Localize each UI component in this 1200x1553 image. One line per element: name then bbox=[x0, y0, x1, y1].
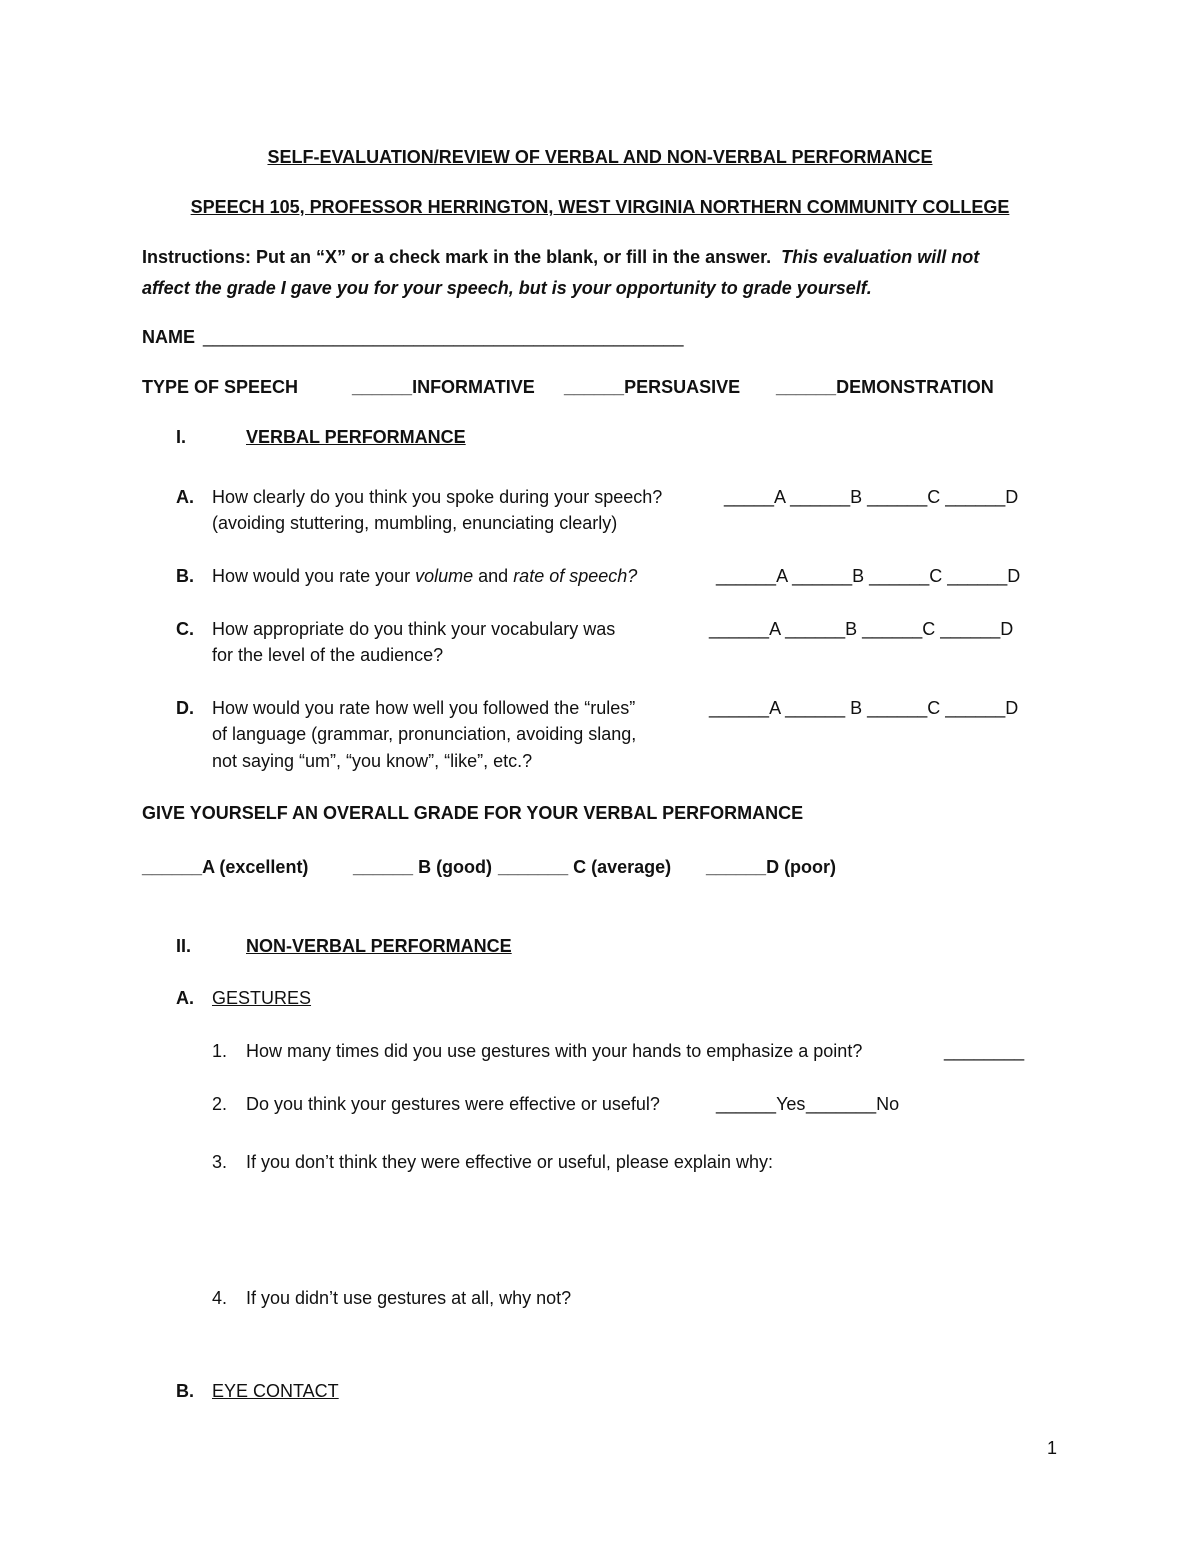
eye-contact-letter: B. bbox=[176, 1381, 194, 1401]
section-2-numeral: II. bbox=[176, 936, 192, 956]
question-d-letter: D. bbox=[176, 698, 194, 718]
section-2-title: NON-VERBAL PERFORMANCE bbox=[246, 936, 512, 956]
gesture-count-field[interactable]: ________ bbox=[944, 1041, 1025, 1061]
overall-grade-c[interactable]: _______ C (average) bbox=[498, 857, 672, 877]
page-title: SELF-EVALUATION/REVIEW OF VERBAL AND NON-VERBAL PERFORMANCE bbox=[267, 147, 933, 167]
name-field[interactable]: ________________________________________________ bbox=[203, 327, 684, 347]
question-c-text-2: for the level of the audience? bbox=[212, 645, 444, 665]
overall-grade-b[interactable]: ______ B (good) bbox=[353, 857, 493, 877]
question-b-text-mid: and bbox=[473, 566, 514, 586]
instructions-bold: Instructions: Put an “X” or a check mark in the blank, or fill in the answer. bbox=[142, 247, 772, 267]
question-b-text-volume: volume bbox=[415, 566, 474, 586]
overall-grade-a[interactable]: ______A (excellent) bbox=[142, 857, 309, 877]
question-d-text-3: not saying “um”, “you know”, “like”, etc.? bbox=[212, 751, 533, 771]
instructions-italic-1: This evaluation will not bbox=[781, 247, 980, 267]
speech-type-label: TYPE OF SPEECH bbox=[142, 377, 299, 397]
speech-type-persuasive[interactable]: ______PERSUASIVE bbox=[564, 377, 741, 397]
gesture-item-3-text: If you don’t think they were effective or useful, please explain why: bbox=[246, 1152, 773, 1172]
section-1-title: VERBAL PERFORMANCE bbox=[246, 427, 466, 447]
question-c-options[interactable]: ______A ______B ______C ______D bbox=[709, 619, 1014, 639]
gesture-item-3-num: 3. bbox=[212, 1152, 228, 1172]
overall-grade-d[interactable]: ______D (poor) bbox=[706, 857, 837, 877]
instructions-italic-2: affect the grade I gave you for your speech, but is your opportunity to grade yourself. bbox=[142, 278, 872, 298]
question-a-letter: A. bbox=[176, 487, 194, 507]
question-a-text-2: (avoiding stuttering, mumbling, enunciating clearly) bbox=[212, 513, 618, 533]
question-b-letter: B. bbox=[176, 566, 194, 586]
gesture-item-1-num: 1. bbox=[212, 1041, 228, 1061]
gesture-item-2-num: 2. bbox=[212, 1094, 228, 1114]
question-b-text-rate: rate of speech? bbox=[513, 566, 638, 586]
speech-type-demonstration[interactable]: ______DEMONSTRATION bbox=[776, 377, 994, 397]
gesture-item-1-text: How many times did you use gestures with your hands to emphasize a point? bbox=[246, 1041, 863, 1061]
gestures-title: GESTURES bbox=[212, 988, 312, 1008]
page-number: 1 bbox=[1047, 1438, 1058, 1458]
question-a-options[interactable]: _____A ______B ______C ______D bbox=[724, 487, 1019, 507]
gesture-item-4-num: 4. bbox=[212, 1288, 228, 1308]
gesture-effective-no[interactable]: _______No bbox=[806, 1094, 900, 1114]
instructions bbox=[142, 246, 979, 268]
question-d-options[interactable]: ______A ______ B ______C ______D bbox=[709, 698, 1019, 718]
gesture-effective-yes[interactable]: ______Yes bbox=[716, 1094, 806, 1114]
name-label: NAME bbox=[142, 327, 195, 347]
question-b-text bbox=[212, 565, 637, 587]
page-subtitle: SPEECH 105, PROFESSOR HERRINGTON, WEST VIRGINIA NORTHERN COMMUNITY COLLEGE bbox=[190, 197, 1010, 217]
question-d-text-1: How would you rate how well you followed the “rules” bbox=[212, 698, 636, 718]
question-d-text-2: of language (grammar, pronunciation, avoiding slang, bbox=[212, 724, 637, 744]
overall-grade-label: GIVE YOURSELF AN OVERALL GRADE FOR YOUR VERBAL PERFORMANCE bbox=[142, 803, 804, 823]
question-b-text-pre: How would you rate your bbox=[212, 566, 416, 586]
eye-contact-title: EYE CONTACT bbox=[212, 1381, 339, 1401]
speech-type-informative[interactable]: ______INFORMATIVE bbox=[352, 377, 535, 397]
question-c-letter: C. bbox=[176, 619, 194, 639]
section-1-numeral: I. bbox=[176, 427, 187, 447]
question-c-text-1: How appropriate do you think your vocabulary was bbox=[212, 619, 616, 639]
question-b-options[interactable]: ______A ______B ______C ______D bbox=[716, 566, 1021, 586]
gesture-item-4-text: If you didn’t use gestures at all, why not? bbox=[246, 1288, 572, 1308]
question-a-text-1: How clearly do you think you spoke during your speech? bbox=[212, 487, 663, 507]
gestures-letter: A. bbox=[176, 988, 194, 1008]
gesture-item-2-text: Do you think your gestures were effective or useful? bbox=[246, 1094, 660, 1114]
